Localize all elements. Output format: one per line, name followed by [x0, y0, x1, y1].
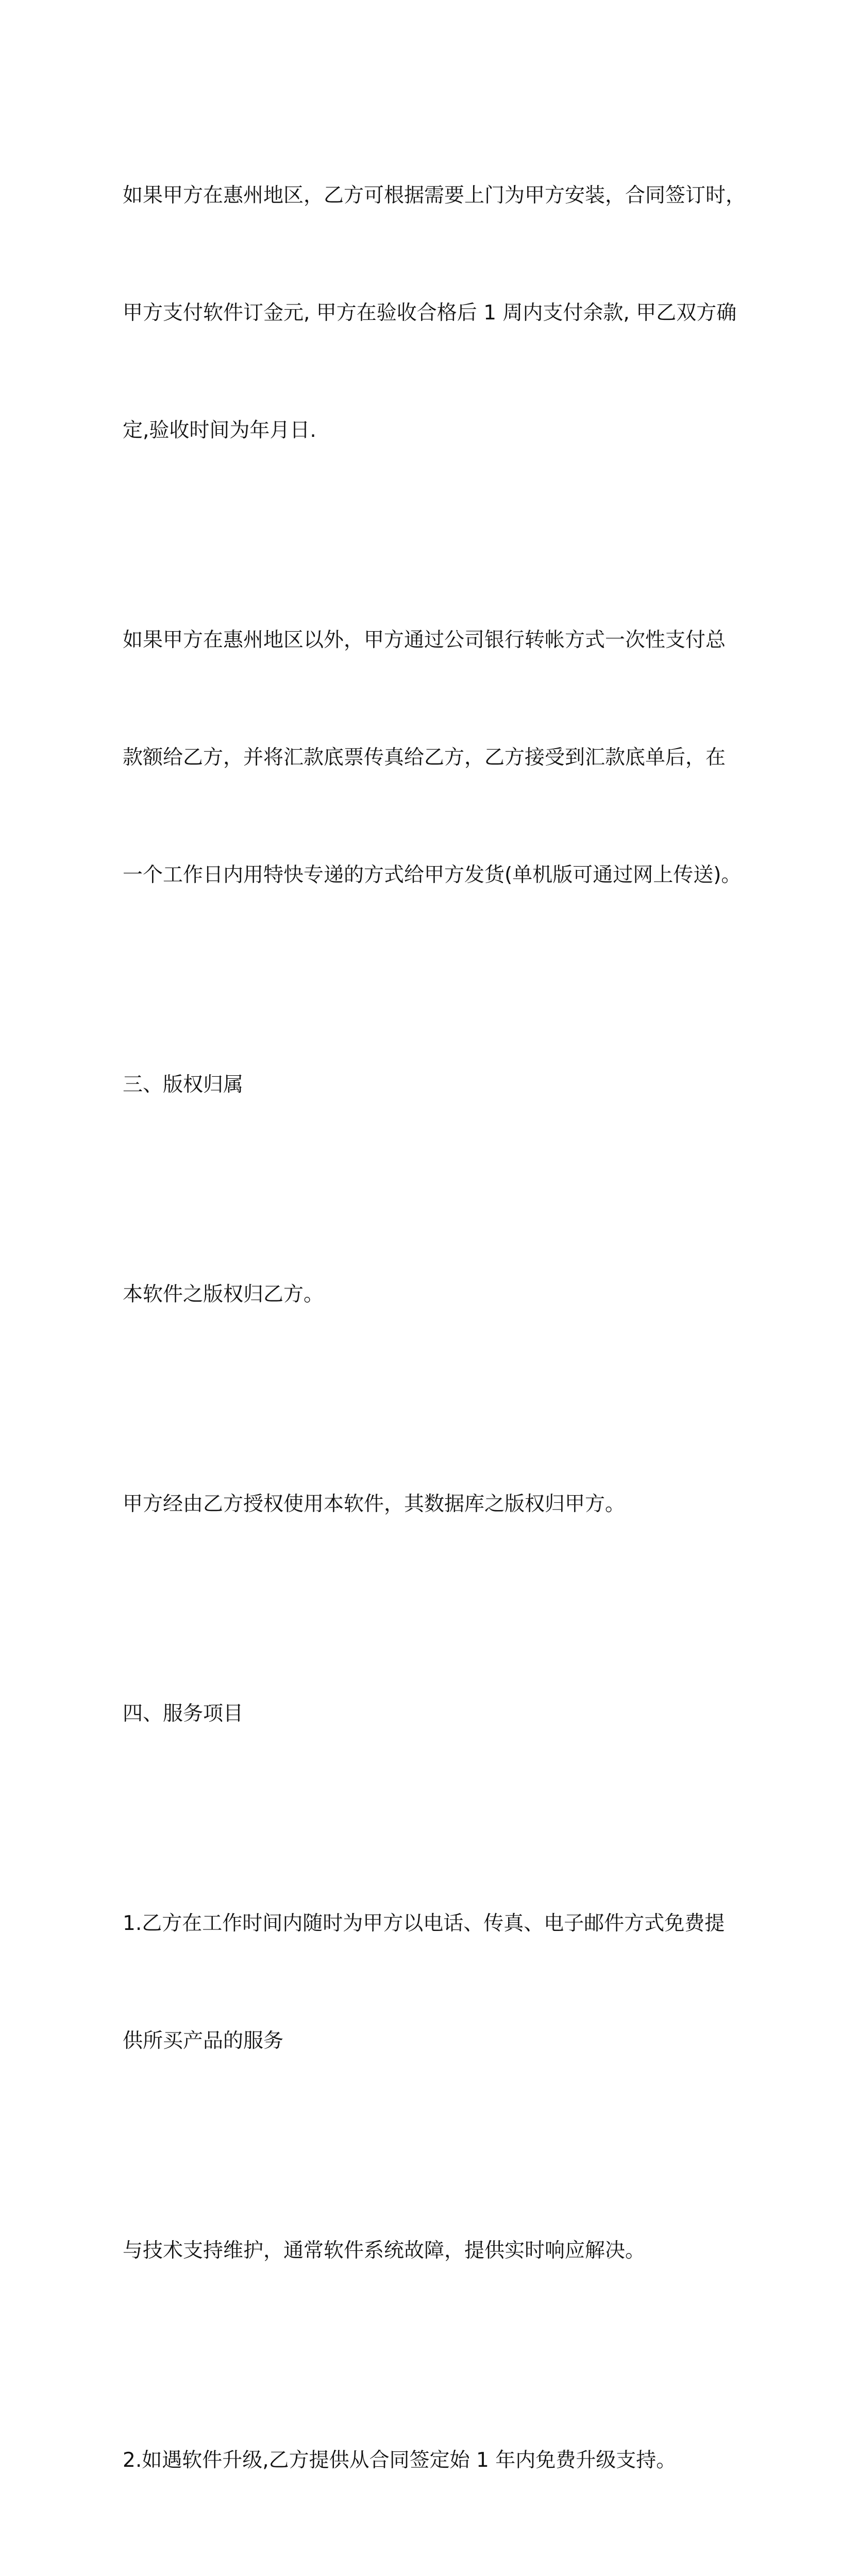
service-item-1: [123, 1826, 725, 2139]
paragraph-copyright-owner: [123, 1197, 715, 1393]
text-line: 1.乙方在工作时间内随时为甲方以电话、传真、电子邮件方式免费提: [123, 1912, 725, 1935]
section-heading-services: [123, 1616, 715, 1812]
text-line: 甲方经由乙方授权使用本软件，其数据库之版权归甲方。: [123, 1493, 626, 1516]
service-item-3: [123, 2572, 715, 2576]
text-line: 本软件之版权归乙方。: [123, 1283, 324, 1306]
text-line: 款额给乙方，并将汇款底票传真给乙方，乙方接受到汇款底单后，在: [123, 746, 726, 769]
text-line: 一个工作日内用特快专递的方式给甲方发货(单机版可通过网上传送)。: [123, 863, 742, 887]
text-line: 如果甲方在惠州地区，乙方可根据需要上门为甲方安装，合同签订时，: [123, 184, 746, 207]
paragraph-payment-huizhou: [123, 98, 746, 529]
heading-text: 四、服务项目: [123, 1702, 244, 1725]
heading-text: 三、版权归属: [123, 1073, 244, 1096]
text-line: 甲方支付软件订金元, 甲方在验收合格后 1 周内支付余款, 甲乙双方确: [123, 301, 737, 325]
text-line: 与技术支持维护，通常软件系统故障，提供实时响应解决。: [123, 2239, 646, 2262]
paragraph-database-copyright: [123, 1406, 715, 1602]
document-body: [123, 98, 746, 2576]
service-item-2: [123, 2363, 715, 2558]
text-line: 定,验收时间为年月日.: [123, 419, 316, 442]
section-heading-copyright: [123, 987, 715, 1183]
service-item-1-continued: [123, 2153, 715, 2349]
paragraph-payment-outside: [123, 543, 742, 973]
text-line: 如果甲方在惠州地区以外，甲方通过公司银行转帐方式一次性支付总: [123, 629, 726, 652]
text-line: 2.如遇软件升级,乙方提供从合同签定始 1 年内免费升级支持。: [123, 2449, 677, 2472]
text-line: 供所买产品的服务: [123, 2029, 284, 2053]
